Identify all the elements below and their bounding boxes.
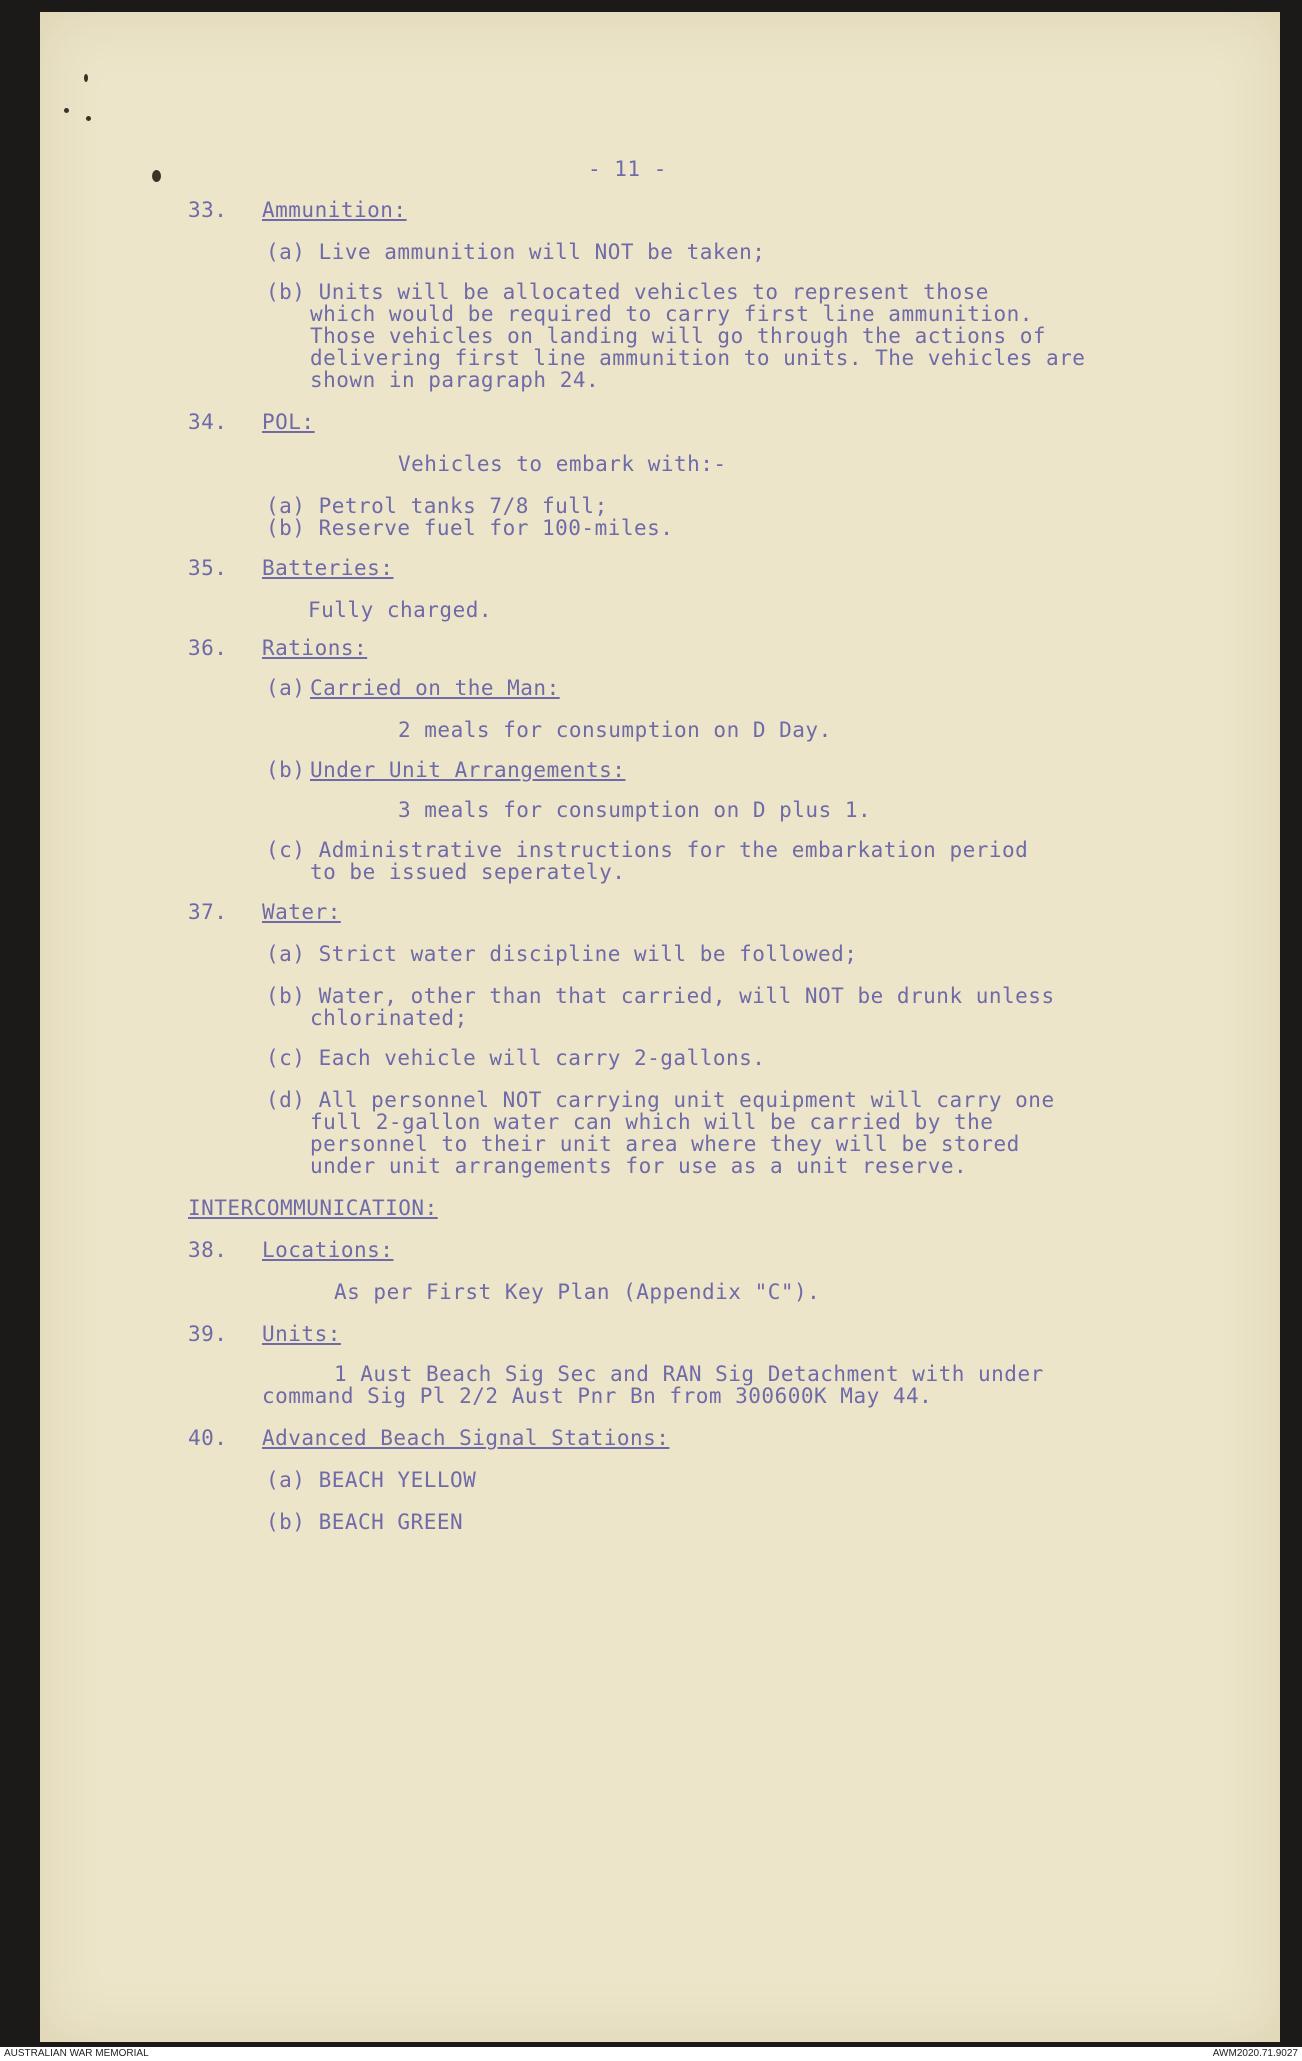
punch-mark — [86, 116, 91, 121]
para-number: 35. — [188, 556, 228, 580]
para-item: (b) Water, other than that carried, will NOT be drunk unless — [266, 984, 1055, 1008]
punch-mark — [152, 170, 161, 182]
para-item-line: full 2-gallon water can which will be carried by the — [310, 1110, 994, 1134]
para-text: 3 meals for consumption on D plus 1. — [398, 798, 872, 822]
para-item: (a) Strict water discipline will be followed; — [266, 942, 858, 966]
page-number: - 11 - — [588, 157, 667, 181]
para-number: 38. — [188, 1238, 228, 1262]
para-item: (d) All personnel NOT carrying unit equipment will carry one — [266, 1088, 1055, 1112]
para-item-line: Those vehicles on landing will go through the actions of — [310, 324, 1047, 348]
para-heading: Locations: — [262, 1238, 394, 1262]
para-number: 37. — [188, 900, 228, 924]
para-item: (b) Units will be allocated vehicles to represent those — [266, 280, 989, 304]
para-heading: POL: — [262, 410, 315, 434]
para-item-line: which would be required to carry first line ammunition. — [310, 302, 1033, 326]
para-item-line: to be issued seperately. — [310, 860, 626, 884]
para-heading: Units: — [262, 1322, 341, 1346]
para-text: Fully charged. — [308, 598, 493, 622]
para-text: 2 meals for consumption on D Day. — [398, 718, 832, 742]
para-heading: Batteries: — [262, 556, 394, 580]
footer — [0, 2047, 1302, 2061]
para-item: (c) Administrative instructions for the embarkation period — [266, 838, 1029, 862]
para-item: (b) Reserve fuel for 100-miles. — [266, 516, 674, 540]
para-text-line: command Sig Pl 2/2 Aust Pnr Bn from 300600K May 44. — [262, 1384, 933, 1408]
item-label: (a) — [266, 676, 306, 700]
para-number: 36. — [188, 636, 228, 660]
para-number: 33. — [188, 198, 228, 222]
para-item: (b) BEACH GREEN — [266, 1510, 464, 1534]
sub-heading: Under Unit Arrangements: — [310, 758, 626, 782]
para-heading: Water: — [262, 900, 341, 924]
para-item-line: chlorinated; — [310, 1006, 468, 1030]
punch-mark — [84, 74, 88, 82]
para-text: 1 Aust Beach Sig Sec and RAN Sig Detachment with under — [334, 1362, 1044, 1386]
item-label: (b) — [266, 758, 306, 782]
footer-source: AUSTRALIAN WAR MEMORIAL — [4, 2048, 149, 2059]
para-text: As per First Key Plan (Appendix "C"). — [334, 1280, 821, 1304]
sub-heading: Carried on the Man: — [310, 676, 560, 700]
para-item-line: shown in paragraph 24. — [310, 368, 600, 392]
para-number: 39. — [188, 1322, 228, 1346]
para-heading: Advanced Beach Signal Stations: — [262, 1426, 670, 1450]
para-number: 40. — [188, 1426, 228, 1450]
para-item: (c) Each vehicle will carry 2-gallons. — [266, 1046, 766, 1070]
para-heading: Ammunition: — [262, 198, 407, 222]
para-heading: Rations: — [262, 636, 368, 660]
para-item: (a) Petrol tanks 7/8 full; — [266, 494, 608, 518]
punch-mark — [64, 108, 69, 113]
footer-reference: AWM2020.71.9027 — [1212, 2048, 1298, 2059]
para-number: 34. — [188, 410, 228, 434]
para-item: (a) Live ammunition will NOT be taken; — [266, 240, 766, 264]
para-item: (a) BEACH YELLOW — [266, 1468, 477, 1492]
document-page — [40, 12, 1280, 2042]
para-item-line: delivering first line ammunition to units. The vehicles are — [310, 346, 1086, 370]
section-heading: INTERCOMMUNICATION: — [188, 1196, 438, 1220]
para-item-line: personnel to their unit area where they will be stored — [310, 1132, 1020, 1156]
para-item-line: under unit arrangements for use as a unit reserve. — [310, 1154, 968, 1178]
para-text: Vehicles to embark with:- — [398, 452, 727, 476]
